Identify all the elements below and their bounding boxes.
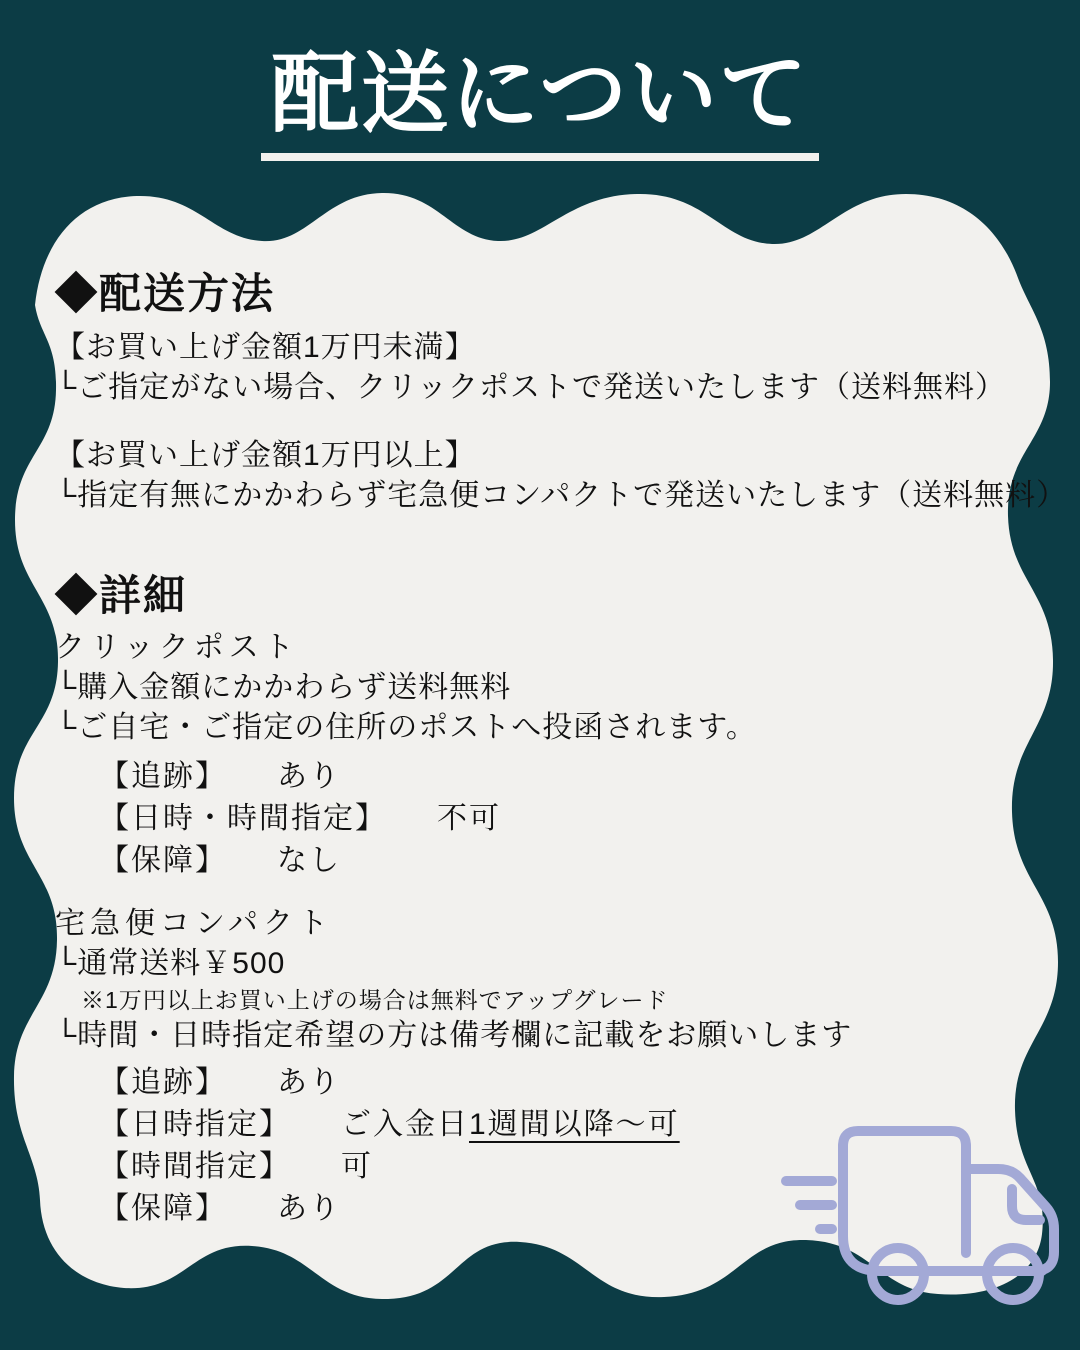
- spec-label: 【日時指定】: [99, 1108, 291, 1141]
- service-name: 宅急便コンパクト: [55, 907, 333, 940]
- service-takkyubin-compact: [55, 904, 1035, 1230]
- service-note: └購入金額にかかわらず送料無料: [55, 671, 512, 704]
- tier-condition: 【お買い上げ金額1万円以上】: [55, 439, 476, 472]
- spec-label: 【日時・時間指定】: [99, 802, 387, 835]
- spec-row-tracking: [55, 1062, 1035, 1104]
- spec-value-prefix: ご入金日: [341, 1108, 469, 1141]
- spec-value: 可: [341, 1150, 373, 1183]
- tier-condition: 【お買い上げ金額1万円未満】: [55, 331, 476, 364]
- service-name: クリックポスト: [55, 631, 299, 664]
- purchase-tier-under-10k: [55, 328, 1035, 408]
- spec-value: あり: [277, 1192, 341, 1225]
- spec-list: [55, 1062, 1035, 1230]
- spec-value: [341, 1104, 680, 1146]
- spec-row-guarantee: [55, 1188, 1035, 1230]
- spec-value: 不可: [437, 802, 501, 835]
- spec-row-tracking: [55, 756, 1035, 798]
- spec-value: なし: [277, 844, 341, 877]
- spec-label: 【時間指定】: [99, 1150, 291, 1183]
- details-heading: ◆詳細: [55, 572, 188, 619]
- spec-row-guarantee: [55, 840, 1035, 882]
- shipping-method-heading: ◆配送方法: [55, 270, 276, 317]
- tier-detail: └指定有無にかかわらず宅急便コンパクトで発送いたします（送料無料）: [55, 479, 1068, 512]
- page-title-text: 配送について: [261, 46, 819, 161]
- spec-row-date: [55, 1104, 1035, 1146]
- spec-label: 【保障】: [99, 844, 227, 877]
- service-note: └通常送料￥500: [55, 947, 286, 980]
- spec-row-datetime: [55, 798, 1035, 840]
- service-note: └ご自宅・ご指定の住所のポストへ投函されます。: [55, 711, 757, 744]
- tier-detail: └ご指定がない場合、クリックポストで発送いたします（送料無料）: [55, 371, 1007, 404]
- spec-list: [55, 756, 1035, 882]
- spec-value: あり: [277, 760, 341, 793]
- spec-value-underlined: 1週間以降〜可: [469, 1108, 680, 1141]
- content-panel: [55, 270, 1068, 1230]
- purchase-tier-over-10k: [55, 436, 1068, 516]
- service-note: └時間・日時指定希望の方は備考欄に記載をお願いします: [55, 1019, 853, 1052]
- page-title: [0, 46, 1080, 161]
- spec-label: 【追跡】: [99, 1066, 227, 1099]
- service-click-post: [55, 628, 1035, 882]
- spec-row-time: [55, 1146, 1035, 1188]
- spec-label: 【追跡】: [99, 760, 227, 793]
- spec-label: 【保障】: [99, 1192, 227, 1225]
- spec-value: あり: [277, 1066, 341, 1099]
- upgrade-note: ※1万円以上お買い上げの場合は無料でアップグレード: [81, 987, 669, 1013]
